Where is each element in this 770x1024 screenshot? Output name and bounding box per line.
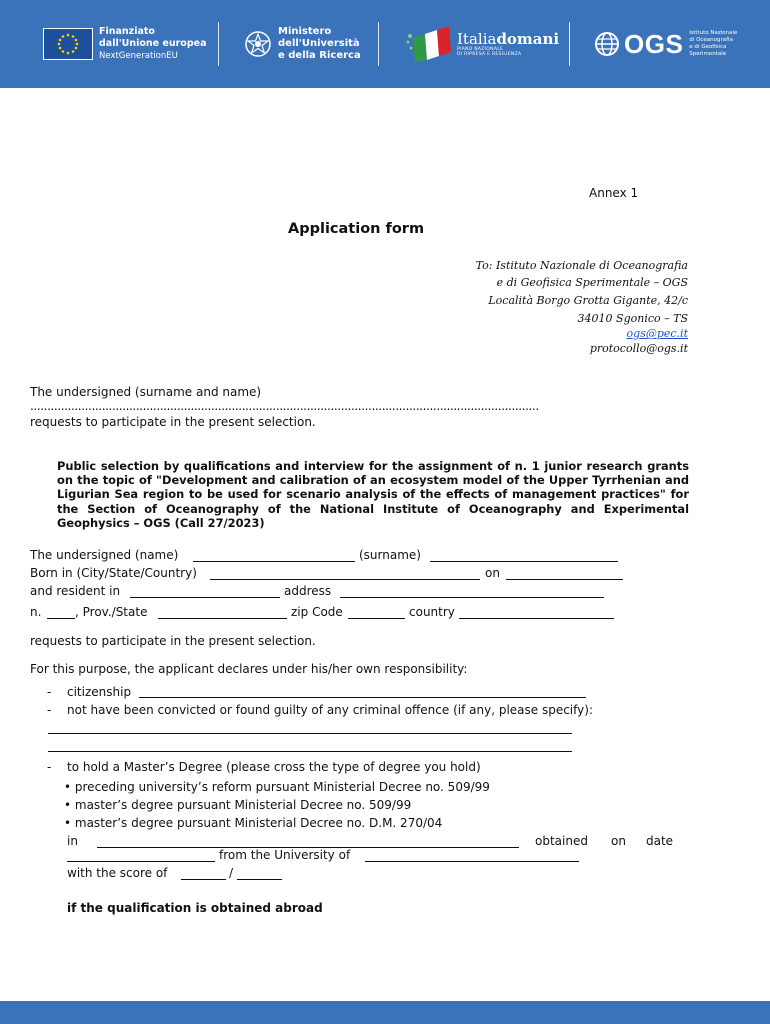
surname-field[interactable] bbox=[430, 561, 618, 562]
header-separator bbox=[569, 22, 570, 66]
convicted-field-line2[interactable] bbox=[48, 751, 572, 752]
globe-icon bbox=[594, 31, 620, 57]
abroad-heading: if the qualification is obtained abroad bbox=[67, 901, 323, 915]
page-title: Application form bbox=[288, 221, 425, 237]
score-field[interactable] bbox=[181, 879, 226, 880]
in-label: in bbox=[67, 834, 78, 848]
header-separator bbox=[378, 22, 379, 66]
degree-date-field[interactable] bbox=[67, 861, 215, 862]
surname-label: (surname) bbox=[359, 548, 421, 562]
mur-line1: Ministero bbox=[278, 26, 332, 37]
italiadomani-logo bbox=[405, 22, 559, 66]
obtained-label: obtained bbox=[535, 834, 588, 848]
italiadomani-name-b: domani bbox=[496, 30, 560, 48]
prov-field[interactable] bbox=[158, 618, 287, 619]
intro-line1: The undersigned (surname and name) bbox=[30, 385, 262, 399]
score-max-field[interactable] bbox=[237, 879, 282, 880]
italiadomani-line1: PIANO NAZIONALE bbox=[457, 47, 504, 52]
republic-emblem-icon bbox=[244, 28, 272, 60]
eu-line3: NextGenerationEU bbox=[99, 51, 178, 61]
mur-line3: e della Ricerca bbox=[278, 50, 361, 61]
dash: - bbox=[47, 703, 52, 717]
n-label: n. bbox=[30, 605, 42, 619]
prov-label: , Prov./State bbox=[75, 605, 148, 619]
address-line2: e di Geofisica Sperimentale – OGS bbox=[496, 276, 688, 289]
university-field[interactable] bbox=[365, 861, 579, 862]
score-label: with the score of bbox=[67, 866, 168, 880]
mur-logo bbox=[244, 22, 361, 66]
italiadomani-name-a: Italia bbox=[457, 30, 497, 48]
citizenship-label: citizenship bbox=[67, 685, 132, 699]
italy-flag-icon bbox=[405, 24, 451, 64]
ogs-line2: di Oceanografia bbox=[689, 37, 733, 43]
birth-date-field[interactable] bbox=[506, 579, 623, 580]
intro-line2: requests to participate in the present selection. bbox=[30, 415, 316, 429]
footer-band bbox=[0, 1001, 770, 1024]
pec-link[interactable]: ogs@pec.it bbox=[626, 327, 688, 340]
mur-line2: dell'Università bbox=[278, 38, 360, 49]
intro-dots: ..................................................................................................................................................... bbox=[30, 399, 539, 413]
degree-option-3[interactable]: • master’s degree pursuant Ministerial Decree no. D.M. 270/04 bbox=[64, 816, 443, 830]
annex-label: Annex 1 bbox=[589, 186, 639, 200]
selection-description: Public selection by qualifications and interview for the assignment of n. 1 junior research grants on the topic of "Development and calibration of an ecosystem model of the Upper Tyrrhenian and Ligurian Sea region to be used for scenario analysis of the effects of management practices" for the Section of Oceanography of the National Institute of Oceanography and Experimental Geophysics – OGS (Call 27/2023) bbox=[57, 459, 689, 530]
italiadomani-line2: DI RIPRESA E RESILIENZA bbox=[457, 52, 522, 57]
header-separator bbox=[218, 22, 219, 66]
ogs-line1: Istituto Nazionale bbox=[689, 30, 738, 36]
house-number-field[interactable] bbox=[47, 618, 75, 619]
degree-option-2[interactable]: • master’s degree pursuant Ministerial Decree no. 509/99 bbox=[64, 798, 412, 812]
country-label: country bbox=[409, 605, 455, 619]
ogs-logo bbox=[594, 22, 737, 66]
resident-field[interactable] bbox=[130, 597, 280, 598]
address-line3: Località Borgo Grotta Gigante, 42/c bbox=[488, 294, 688, 307]
ogs-word: OGS bbox=[624, 28, 684, 59]
name-label: The undersigned (name) bbox=[30, 548, 179, 562]
resident-label: and resident in bbox=[30, 584, 121, 598]
eu-line2: dall'Unione europea bbox=[99, 38, 207, 49]
eu-flag-icon bbox=[43, 28, 93, 60]
address-line1: To: Istituto Nazionale di Oceanografia bbox=[475, 259, 688, 272]
header-band bbox=[0, 0, 770, 88]
born-label: Born in (City/State/Country) bbox=[30, 566, 197, 580]
address-field[interactable] bbox=[340, 597, 604, 598]
eu-logo bbox=[43, 22, 206, 66]
on-label: on bbox=[485, 566, 500, 580]
requests-text: requests to participate in the present selection. bbox=[30, 634, 316, 648]
date-label: date bbox=[646, 834, 674, 848]
university-label: from the University of bbox=[219, 848, 351, 862]
convicted-label: not have been convicted or found guilty of any criminal offence (if any, please specify): bbox=[67, 703, 593, 717]
country-field[interactable] bbox=[459, 618, 614, 619]
zip-label: zip Code bbox=[291, 605, 343, 619]
dash: - bbox=[47, 760, 52, 774]
name-field[interactable] bbox=[193, 561, 355, 562]
eu-line1: Finanziato bbox=[99, 26, 155, 37]
purpose-text: For this purpose, the applicant declares under his/her own responsibility: bbox=[30, 662, 468, 676]
citizenship-field[interactable] bbox=[139, 697, 586, 698]
address-line4: 34010 Sgonico – TS bbox=[577, 312, 688, 325]
zip-field[interactable] bbox=[348, 618, 405, 619]
dash: - bbox=[47, 685, 52, 699]
masters-label: to hold a Master’s Degree (please cross the type of degree you hold) bbox=[67, 760, 481, 774]
degree-option-1[interactable]: • preceding university’s reform pursuant Ministerial Decree no. 509/99 bbox=[64, 780, 490, 794]
ogs-line4: Sperimentale bbox=[689, 51, 727, 57]
ogs-line3: e di Geofisica bbox=[689, 44, 727, 50]
born-field[interactable] bbox=[210, 579, 480, 580]
convicted-field-line1[interactable] bbox=[48, 733, 572, 734]
address-label: address bbox=[284, 584, 332, 598]
score-slash: / bbox=[229, 866, 234, 880]
protocollo-email: protocollo@ogs.it bbox=[589, 342, 688, 355]
on-date-label: on bbox=[611, 834, 626, 848]
